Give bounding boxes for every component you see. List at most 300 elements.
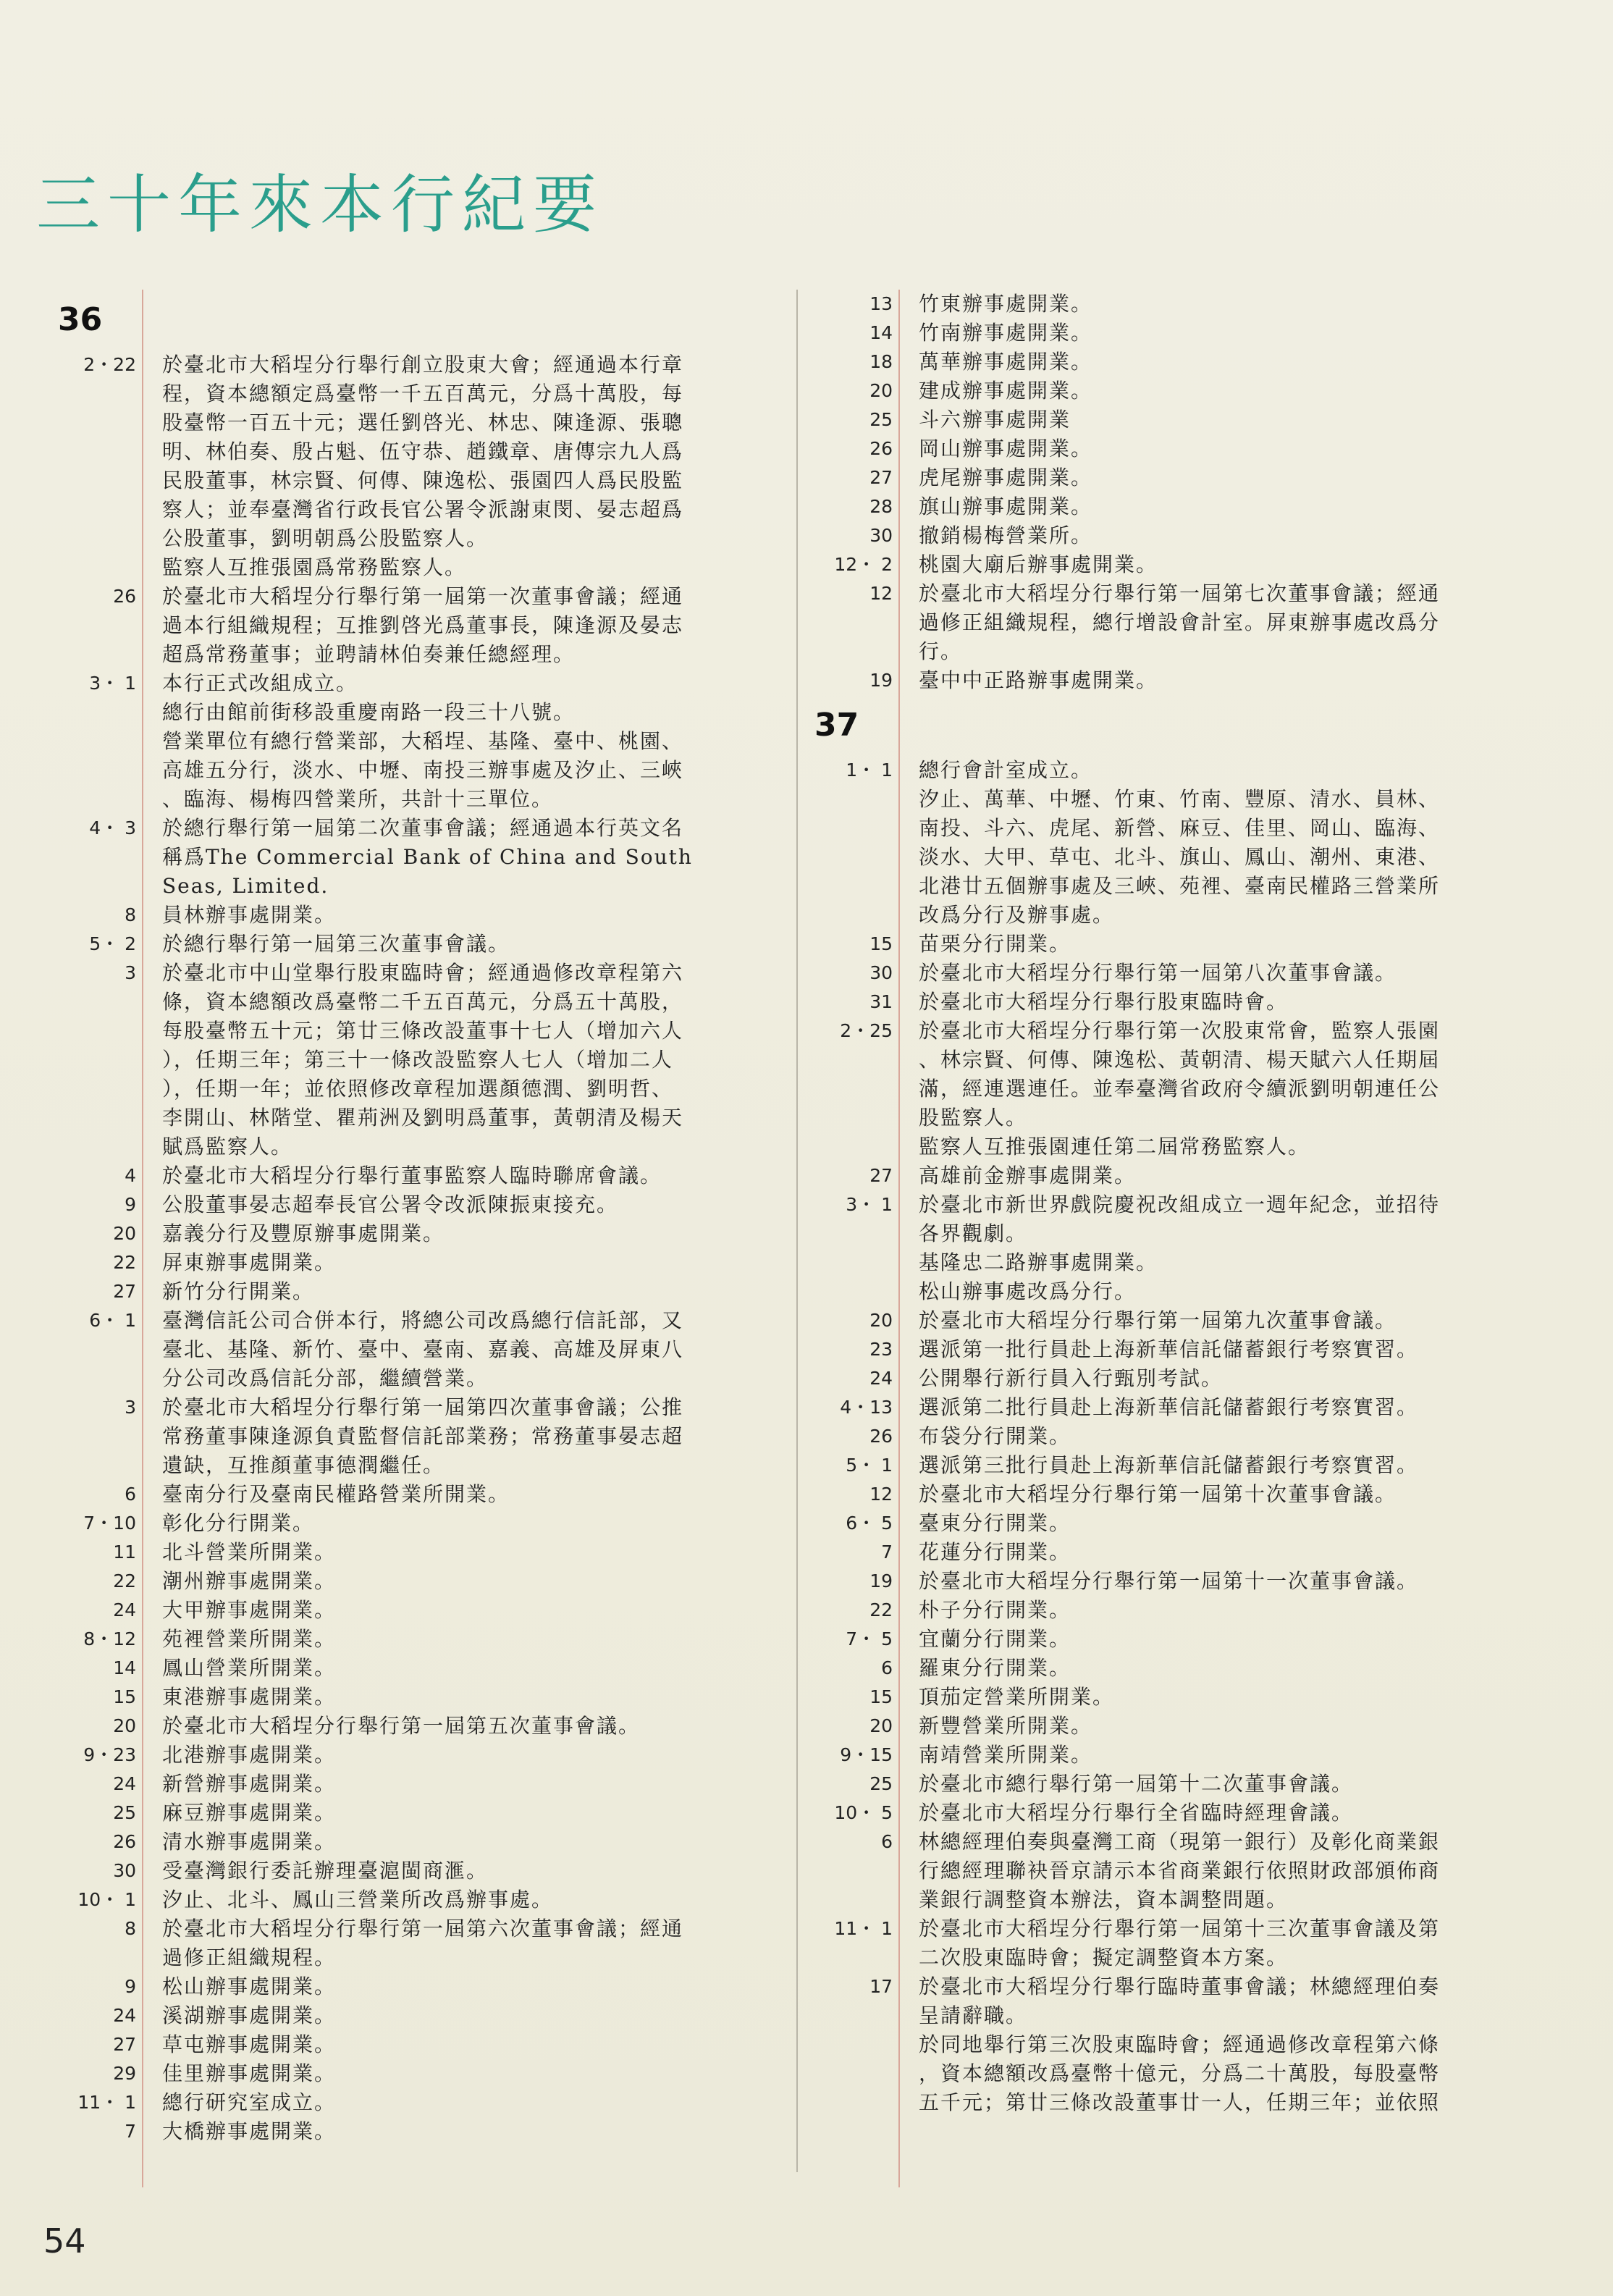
chronology-entry (58, 2030, 782, 2059)
entry-date: 12・ 2 (834, 554, 893, 575)
chronology-entry (814, 1828, 1538, 1914)
entry-date: 14 (869, 322, 893, 343)
entry-line: 東港辦事處開業。 (162, 1685, 337, 1709)
entry-line: 羅東分行開業。 (919, 1656, 1071, 1680)
chronology-entry (58, 1770, 782, 1799)
entry-line: 大甲辦事處開業。 (162, 1598, 337, 1622)
entry-text (153, 1277, 782, 1306)
entry-line: 草屯辦事處開業。 (162, 2032, 337, 2056)
chronology-entry (58, 930, 782, 959)
entry-line: 苗栗分行開業。 (919, 932, 1071, 956)
chronology-entry (814, 1799, 1538, 1828)
entry-line: 旗山辦事處開業。 (919, 495, 1093, 518)
entry-text (910, 666, 1538, 695)
chronology-entry (814, 756, 1538, 930)
entry-text (910, 1828, 1538, 1914)
entry-line: 員林辦事處開業。 (162, 903, 337, 927)
entry-line: 南投、斗六、虎尾、新營、麻豆、佳里、岡山、臨海、 (919, 816, 1441, 840)
entry-date: 20 (869, 380, 893, 401)
entry-line: 監察人互推張園連任第二屆常務監察人。 (919, 1135, 1310, 1158)
chronology-entry (814, 550, 1538, 579)
left-column (58, 290, 782, 2146)
chronology-entry (58, 1799, 782, 1828)
entry-date: 5・ 1 (846, 1455, 893, 1476)
entry-text (153, 2059, 782, 2088)
entry-text (153, 1770, 782, 1799)
chronology-entry (814, 492, 1538, 521)
entry-date: 18 (869, 351, 893, 372)
chronology-entry (58, 1567, 782, 1596)
entry-line: 臺北、基隆、新竹、臺中、臺南、嘉義、高雄及屏東八 (162, 1337, 684, 1361)
entry-text (153, 1596, 782, 1625)
entry-text (153, 1885, 782, 1914)
chronology-entry (814, 1364, 1538, 1393)
entry-text (153, 1219, 782, 1248)
entry-line: 二次股東臨時會；擬定調整資本方案。 (919, 1946, 1289, 1969)
entry-text (153, 2088, 782, 2117)
entry-date: 22 (113, 1252, 136, 1273)
chronology-entry (58, 1509, 782, 1538)
entry-line: 總行由館前街移設重慶南路一段三十八號。 (162, 700, 576, 724)
entry-text (910, 319, 1538, 348)
chronology-entry (814, 988, 1538, 1017)
page-title: 三十年來本行紀要 (36, 167, 605, 242)
entry-text (910, 959, 1538, 988)
entry-line: 過修正組織規程。 (162, 1946, 337, 1969)
entry-line: 於臺北市大稻埕分行舉行第一屆第八次董事會議。 (919, 961, 1397, 985)
entry-text (153, 1828, 782, 1856)
entry-date: 30 (869, 525, 893, 546)
entry-line: 岡山辦事處開業。 (919, 437, 1093, 461)
chronology-entry (814, 1161, 1538, 1190)
chronology-entry (58, 1480, 782, 1509)
entry-line: 於臺北市大稻埕分行舉行第一屆第四次董事會議；公推 (162, 1395, 684, 1419)
entry-date: 22 (113, 1570, 136, 1591)
entry-date: 17 (869, 1976, 893, 1997)
chronology-entry (58, 1625, 782, 1654)
entry-text (910, 348, 1538, 377)
entry-text (910, 434, 1538, 463)
chronology-entry (814, 1972, 1538, 2117)
entry-date: 9・15 (840, 1744, 893, 1765)
chronology-entry (814, 579, 1538, 666)
entry-text (910, 1567, 1538, 1596)
chronology-entry (814, 319, 1538, 348)
entry-text (910, 930, 1538, 959)
entry-text (910, 1712, 1538, 1741)
entry-date: 2・22 (83, 354, 136, 375)
entry-line: 於臺北市大稻埕分行舉行第一屆第五次董事會議。 (162, 1714, 641, 1738)
entry-line: 北斗營業所開業。 (162, 1540, 337, 1564)
entry-line: 本行正式改組成立。 (162, 671, 358, 695)
entry-line: 萬華辦事處開業。 (919, 350, 1093, 374)
entry-line: ），任期三年；第三十一條改設監察人七人（增加二人 (162, 1048, 674, 1072)
entry-text (910, 1017, 1538, 1161)
entry-line: 股監察人。 (919, 1106, 1028, 1130)
chronology-entry (814, 1451, 1538, 1480)
entry-line: 業銀行調整資本辦法，資本調整問題。 (919, 1888, 1289, 1912)
entry-text (910, 579, 1538, 666)
entry-date: 22 (869, 1599, 893, 1620)
entry-line: 於臺北市大稻埕分行舉行第一次股東常會，監察人張園 (919, 1019, 1441, 1043)
entry-text (910, 521, 1538, 550)
entry-date: 3・ 1 (89, 673, 136, 694)
entry-line: 桃園大廟后辦事處開業。 (919, 552, 1158, 576)
entry-line: 改爲分行及辦事處。 (919, 903, 1115, 927)
entry-text (910, 550, 1538, 579)
entry-line: 公股董事晏志超奉長官公署令改派陳振東接充。 (162, 1193, 619, 1216)
entry-line: 稱爲The Commercial Bank of China and South (162, 845, 693, 869)
entry-line: 朴子分行開業。 (919, 1598, 1071, 1622)
entry-line: 松山辦事處開業。 (162, 1975, 337, 1998)
entry-line: 竹東辦事處開業。 (919, 292, 1093, 316)
entry-line: 溪湖辦事處開業。 (162, 2003, 337, 2027)
chronology-entry (814, 1741, 1538, 1770)
chronology-entry (814, 666, 1538, 695)
entry-text (910, 290, 1538, 319)
entry-date: 11 (113, 1542, 136, 1563)
entry-text (153, 1190, 782, 1219)
entry-line: 松山辦事處改爲分行。 (919, 1279, 1137, 1303)
entry-text (153, 1654, 782, 1683)
entry-text (153, 1306, 782, 1393)
entry-text (153, 1741, 782, 1770)
entry-text (153, 582, 782, 669)
chronology-entry (814, 1683, 1538, 1712)
entry-line: 於臺北市大稻埕分行舉行第一屆第十三次董事會議及第 (919, 1917, 1441, 1940)
entry-text (910, 1306, 1538, 1335)
chronology-entry (814, 377, 1538, 405)
entry-date: 6・ 5 (846, 1513, 893, 1534)
chronology-entry (58, 901, 782, 930)
entry-date: 24 (113, 1599, 136, 1620)
entry-line: 北港廿五個辦事處及三峽、苑裡、臺南民權路三營業所 (919, 874, 1441, 898)
entry-line: 鳳山營業所開業。 (162, 1656, 337, 1680)
year-heading (814, 695, 1538, 756)
entry-line: 各界觀劇。 (919, 1221, 1028, 1245)
entry-date: 27 (869, 1165, 893, 1186)
entry-line: 於臺北市大稻埕分行舉行第一屆第一次董事會議；經通 (162, 584, 684, 608)
entry-date: 1・ 1 (846, 760, 893, 781)
entry-text (910, 756, 1538, 930)
entry-date: 15 (869, 1686, 893, 1707)
entry-text (153, 930, 782, 959)
entry-date: 3 (125, 962, 136, 983)
entry-date: 15 (113, 1686, 136, 1707)
entry-line: 屏東辦事處開業。 (162, 1250, 337, 1274)
entry-date: 29 (113, 2063, 136, 2084)
entry-date: 30 (113, 1860, 136, 1881)
chronology-entry (58, 1654, 782, 1683)
chronology-entry (814, 1596, 1538, 1625)
entry-line: 臺南分行及臺南民權路營業所開業。 (162, 1482, 510, 1506)
entry-line: ，資本總額改爲臺幣十億元，分爲二十萬股，每股臺幣 (919, 2061, 1441, 2085)
entry-text (153, 350, 782, 582)
entry-line: 於臺北市大稻埕分行舉行全省臨時經理會議。 (919, 1801, 1354, 1825)
entry-date: 2・25 (840, 1020, 893, 1041)
entry-text (153, 1567, 782, 1596)
chronology-entry (814, 930, 1538, 959)
chronology-entry (58, 1972, 782, 2001)
chronology-entry (814, 1422, 1538, 1451)
entry-line: 選派第一批行員赴上海新華信託儲蓄銀行考察實習。 (919, 1337, 1419, 1361)
entry-line: 撤銷楊梅營業所。 (919, 523, 1093, 547)
entry-date: 10・ 5 (834, 1802, 893, 1823)
chronology-entry (58, 1161, 782, 1190)
entry-line: 新豐營業所開業。 (919, 1714, 1093, 1738)
entry-date: 6 (881, 1657, 893, 1678)
entry-line: 於臺北市大稻埕分行舉行董事監察人臨時聯席會議。 (162, 1164, 662, 1187)
entry-line: 嘉義分行及豐原辦事處開業。 (162, 1221, 445, 1245)
entry-line: 監察人互推張園爲常務監察人。 (162, 555, 467, 579)
entry-text (910, 377, 1538, 405)
entry-date: 11・ 1 (77, 2092, 136, 2113)
entry-text (910, 1770, 1538, 1799)
chronology-entry (58, 582, 782, 669)
entry-date: 15 (869, 933, 893, 954)
entry-text (910, 1914, 1538, 1972)
entry-line: 於臺北市大稻埕分行舉行第一屆第十一次董事會議。 (919, 1569, 1419, 1593)
entry-date: 25 (869, 1773, 893, 1794)
chronology-entry (58, 1712, 782, 1741)
entry-line: 受臺灣銀行委託辦理臺滬閩商滙。 (162, 1859, 489, 1883)
entry-line: 汐止、北斗、鳳山三營業所改爲辦事處。 (162, 1888, 554, 1912)
page-number: 54 (43, 2221, 86, 2261)
entry-line: 於臺北市大稻埕分行舉行第一屆第六次董事會議；經通 (162, 1917, 684, 1940)
entry-date: 7・10 (83, 1513, 136, 1534)
entry-date: 23 (869, 1339, 893, 1360)
entry-text (153, 2001, 782, 2030)
entry-date: 8 (125, 904, 136, 925)
chronology-entry (814, 959, 1538, 988)
entry-date: 6・ 1 (89, 1310, 136, 1331)
entry-text (910, 1422, 1538, 1451)
entry-line: 公開舉行新行員入行甄別考試。 (919, 1366, 1224, 1390)
entry-date: 9・23 (83, 1744, 136, 1765)
entry-date: 14 (113, 1657, 136, 1678)
entry-line: 遺缺，互推顏董事德潤繼任。 (162, 1453, 445, 1477)
entry-date: 20 (113, 1223, 136, 1244)
entry-line: 佳里辦事處開業。 (162, 2061, 337, 2085)
entry-date: 6 (125, 1484, 136, 1505)
entry-line: 股臺幣一百五十元；選任劉啓光、林忠、陳逢源、張聰 (162, 411, 684, 434)
entry-text (153, 1538, 782, 1567)
entry-text (153, 2117, 782, 2146)
entry-line: 大橋辦事處開業。 (162, 2119, 337, 2143)
entry-date: 19 (869, 1570, 893, 1591)
entry-text (910, 463, 1538, 492)
entry-text (910, 1335, 1538, 1364)
entry-text (153, 1625, 782, 1654)
entry-line: 宜蘭分行開業。 (919, 1627, 1071, 1651)
chronology-entry (814, 1914, 1538, 1972)
entry-line: 於總行舉行第一屆第三次董事會議。 (162, 932, 510, 956)
entry-line: 林總經理伯奏與臺灣工商（現第一銀行）及彰化商業銀 (919, 1830, 1441, 1854)
chronology-entry (814, 1335, 1538, 1364)
entry-line: 於同地舉行第三次股東臨時會；經通過修改章程第六條 (919, 2032, 1441, 2056)
entry-line: 選派第三批行員赴上海新華信託儲蓄銀行考察實習。 (919, 1453, 1419, 1477)
entry-line: 竹南辦事處開業。 (919, 321, 1093, 345)
entry-line: 南靖營業所開業。 (919, 1743, 1093, 1767)
chronology-entry (58, 350, 782, 582)
entry-date: 27 (113, 1281, 136, 1302)
entry-text (153, 1712, 782, 1741)
entry-line: 北港辦事處開業。 (162, 1743, 337, 1767)
entry-line: 新營辦事處開業。 (162, 1772, 337, 1796)
entry-line: 分公司改爲信託分部，繼續營業。 (162, 1366, 489, 1390)
entry-text (153, 1683, 782, 1712)
entry-text (910, 1161, 1538, 1190)
chronology-entry (814, 1306, 1538, 1335)
chronology-entry (58, 669, 782, 814)
entry-line: 彰化分行開業。 (162, 1511, 315, 1535)
entry-line: 頂茄定營業所開業。 (919, 1685, 1115, 1709)
chronology-entry (814, 1509, 1538, 1538)
chronology-entry (814, 1567, 1538, 1596)
entry-line: 滿，經連選連任。並奉臺灣省政府令續派劉明朝連任公 (919, 1077, 1441, 1101)
entry-date: 9 (125, 1976, 136, 1997)
entry-line: 於臺北市大稻埕分行舉行股東臨時會。 (919, 990, 1289, 1014)
entry-line: 、臨海、楊梅四營業所，共計十三單位。 (162, 787, 554, 811)
entry-line: 麻豆辦事處開業。 (162, 1801, 337, 1825)
entry-line: 呈請辭職。 (919, 2003, 1028, 2027)
chronology-entry (58, 1885, 782, 1914)
entry-line: 李開山、林階堂、瞿荊洲及劉明爲董事，黃朝清及楊天 (162, 1106, 684, 1130)
entry-date: 10・ 1 (77, 1889, 136, 1910)
entry-text (910, 1538, 1538, 1567)
entry-text (910, 1393, 1538, 1422)
entry-line: 高雄前金辦事處開業。 (919, 1164, 1137, 1187)
entry-line: 潮州辦事處開業。 (162, 1569, 337, 1593)
entry-line: 五千元；第廿三條改設董事廿一人，任期三年；並依照 (919, 2090, 1441, 2114)
entry-text (153, 1972, 782, 2001)
chronology-entry (814, 1190, 1538, 1306)
chronology-entry (814, 521, 1538, 550)
chronology-entry (58, 1248, 782, 1277)
entry-date: 26 (113, 586, 136, 607)
entry-date: 19 (869, 670, 893, 691)
entry-line: ），任期一年；並依照修改章程加選顏德潤、劉明哲、 (162, 1077, 674, 1101)
entry-line: 布袋分行開業。 (919, 1424, 1071, 1448)
chronology-entry (58, 1219, 782, 1248)
chronology-entry (814, 1480, 1538, 1509)
entry-line: 程，資本總額定爲臺幣一千五百萬元，分爲十萬股，每 (162, 382, 684, 405)
chronology-entry (814, 290, 1538, 319)
entry-text (153, 1856, 782, 1885)
entry-line: 於總行舉行第一屆第二次董事會議；經通過本行英文名 (162, 816, 684, 840)
entry-date: 12 (869, 583, 893, 604)
entry-date: 25 (113, 1802, 136, 1823)
entry-date: 8 (125, 1918, 136, 1939)
entry-line: 行。 (919, 639, 963, 663)
entry-line: 總行研究室成立。 (162, 2090, 337, 2114)
entry-line: 超爲常務董事；並聘請林伯奏兼任總經理。 (162, 642, 576, 666)
entry-line: 民股董事，林宗賢、何傳、陳逸松、張園四人爲民股監 (162, 468, 684, 492)
entry-line: 總行會計室成立。 (919, 758, 1093, 782)
entry-date: 24 (113, 2005, 136, 2026)
entry-text (153, 1248, 782, 1277)
entry-line: 於臺北市大稻埕分行舉行創立股東大會；經通過本行章 (162, 353, 684, 377)
entry-line: 察人；並奉臺灣省行政長官公署令派謝東閔、晏志超爲 (162, 497, 684, 521)
chronology-entry (58, 1828, 782, 1856)
entry-line: 新竹分行開業。 (162, 1279, 315, 1303)
entry-text (153, 814, 782, 901)
chronology-entry (58, 1306, 782, 1393)
chronology-entry (58, 2059, 782, 2088)
entry-line: 過本行組織規程；互推劉啓光爲董事長，陳逢源及晏志 (162, 613, 684, 637)
entry-date: 9 (125, 1194, 136, 1215)
entry-date: 4・ 3 (89, 817, 136, 838)
entry-date: 20 (869, 1715, 893, 1736)
chronology-entry (814, 434, 1538, 463)
entry-line: 公股董事，劉明朝爲公股監察人。 (162, 526, 489, 550)
chronology-entry (58, 2117, 782, 2146)
entry-date: 27 (113, 2034, 136, 2055)
entry-line: 苑裡營業所開業。 (162, 1627, 337, 1651)
chronology-entry (58, 1856, 782, 1885)
chronology-entry (58, 1538, 782, 1567)
entry-text (153, 1799, 782, 1828)
entry-date: 8・12 (83, 1628, 136, 1649)
chronology-entry (814, 1393, 1538, 1422)
entry-line: 建成辦事處開業。 (919, 379, 1093, 403)
entry-date: 30 (869, 962, 893, 983)
entry-text (910, 1364, 1538, 1393)
entry-date: 3 (125, 1397, 136, 1418)
chronology-entry (58, 1914, 782, 1972)
chronology-entry (814, 463, 1538, 492)
entry-line: 於臺北市總行舉行第一屆第十二次董事會議。 (919, 1772, 1354, 1796)
entry-line: 營業單位有總行營業部，大稻埕、基隆、臺中、桃園、 (162, 729, 684, 753)
entry-date: 11・ 1 (834, 1918, 893, 1939)
entry-line: 過修正組織規程，總行增設會計室。屏東辦事處改爲分 (919, 610, 1441, 634)
entry-date: 7 (125, 2121, 136, 2142)
entry-text (153, 901, 782, 930)
entry-text (910, 1625, 1538, 1654)
entry-line: 、林宗賢、何傳、陳逸松、黃朝清、楊天賦六人任期屆 (919, 1048, 1441, 1072)
entry-text (910, 405, 1538, 434)
entry-date: 31 (869, 991, 893, 1012)
entry-line: 清水辦事處開業。 (162, 1830, 337, 1854)
entry-text (153, 1393, 782, 1480)
entry-text (910, 1972, 1538, 2117)
entry-text (910, 1190, 1538, 1306)
entry-line: 高雄五分行，淡水、中壢、南投三辦事處及汐止、三峽 (162, 758, 684, 782)
entry-line: 斗六辦事處開業 (919, 408, 1071, 432)
entry-line: 花蓮分行開業。 (919, 1540, 1071, 1564)
entry-text (153, 1161, 782, 1190)
entry-text (153, 1509, 782, 1538)
entry-date: 27 (869, 467, 893, 488)
chronology-entry (814, 1712, 1538, 1741)
chronology-entry (814, 1770, 1538, 1799)
entry-text (910, 1596, 1538, 1625)
entry-text (153, 1480, 782, 1509)
entry-date: 26 (869, 1426, 893, 1447)
entry-date: 13 (869, 293, 893, 314)
chronology-entry (58, 1393, 782, 1480)
entry-line: 於臺北市大稻埕分行舉行臨時董事會議；林總經理伯奏 (919, 1975, 1441, 1998)
chronology-entry (58, 959, 782, 1161)
chronology-entry (58, 2088, 782, 2117)
entry-text (910, 1799, 1538, 1828)
entry-date: 24 (869, 1368, 893, 1389)
entry-text (910, 1451, 1538, 1480)
chronology-entry (58, 814, 782, 901)
entry-line: 於臺北市新世界戲院慶祝改組成立一週年紀念，並招待 (919, 1193, 1441, 1216)
chronology-entry (58, 2001, 782, 2030)
entry-line: 汐止、萬華、中壢、竹東、竹南、豐原、清水、員林、 (919, 787, 1441, 811)
